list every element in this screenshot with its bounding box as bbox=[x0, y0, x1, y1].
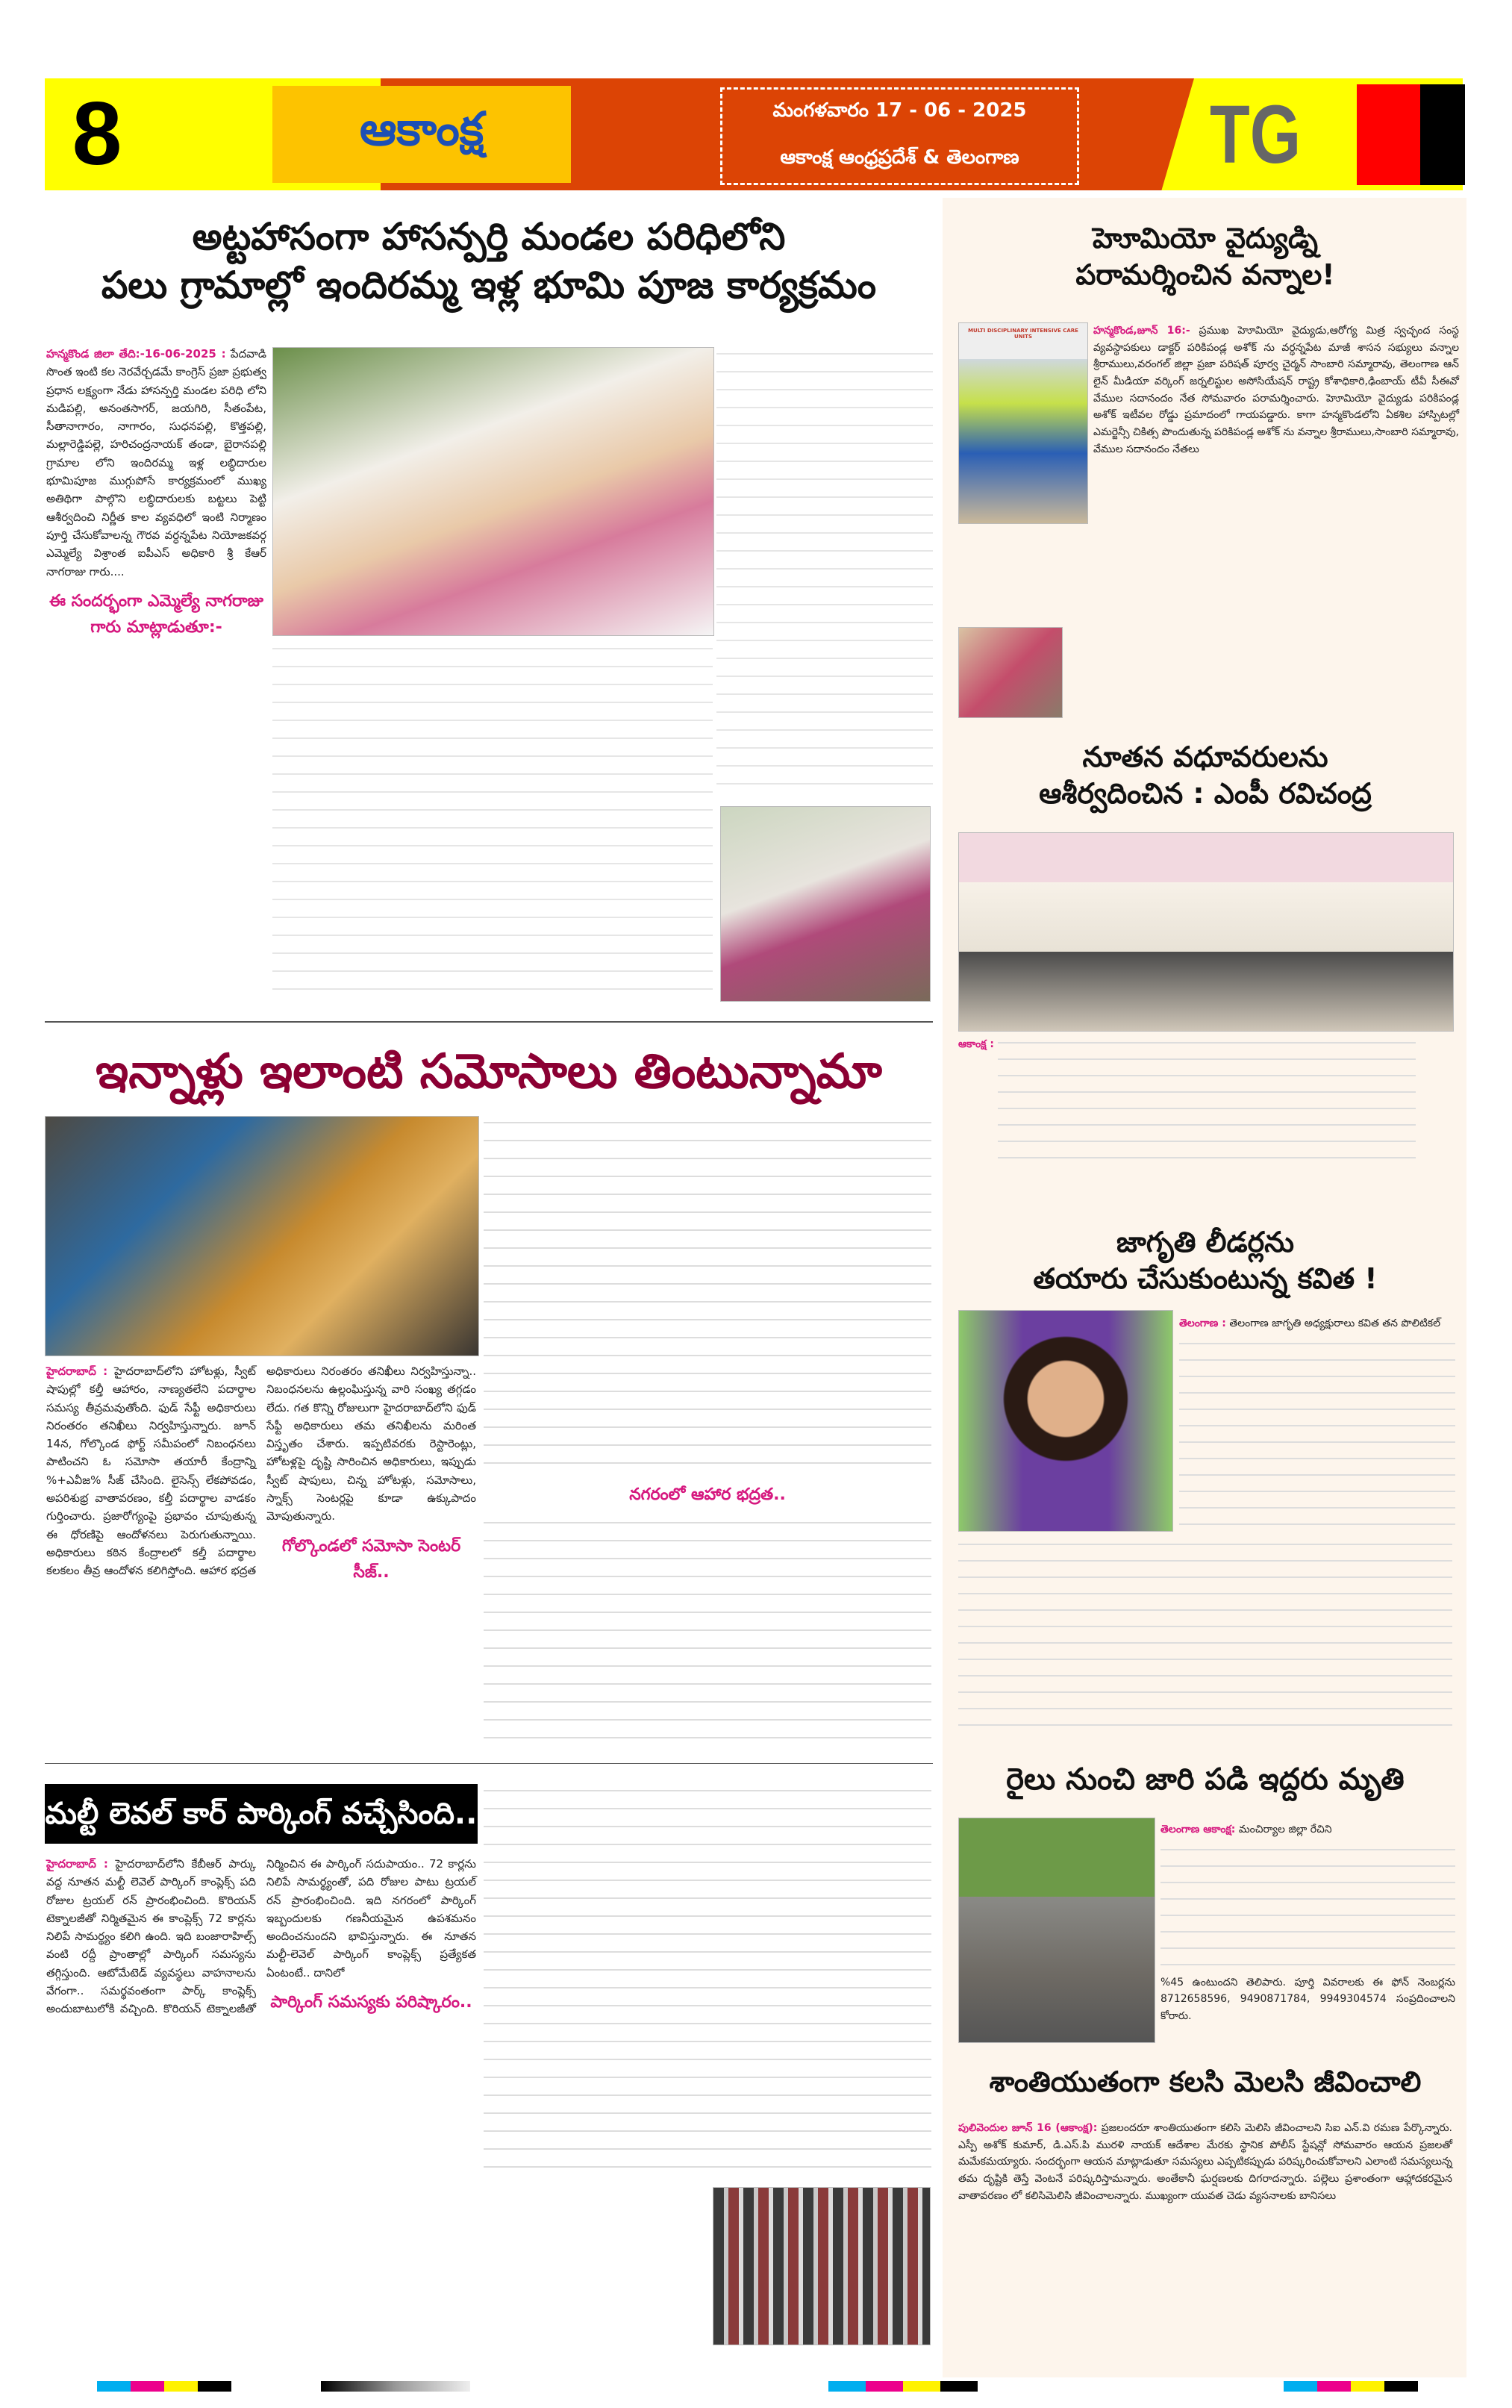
subheading: ఈ సందర్భంగా ఎమ్మెల్యే నాగరాజు గారు మాట్లాడుతూ:- bbox=[49, 591, 263, 637]
headline-line: జాగృతి లీడర్లను bbox=[1116, 1226, 1294, 1258]
flag-black-block bbox=[1420, 84, 1465, 185]
story3-headline: మల్టీ లెవల్ కార్ పార్కింగ్ వచ్చేసింది.. bbox=[45, 1784, 478, 1844]
gray-registration-bar bbox=[321, 2381, 470, 2392]
section-divider bbox=[45, 1021, 933, 1023]
story1-lead bbox=[46, 345, 266, 649]
story4-headline bbox=[952, 220, 1459, 294]
beneficiary-photo bbox=[720, 806, 931, 1002]
story5-text bbox=[958, 1036, 1452, 1167]
dateline: తెలంగాణ : bbox=[1179, 1317, 1226, 1329]
subheading: నగరంలో ఆహార భద్రత.. bbox=[629, 1485, 786, 1504]
story6-text-continued bbox=[958, 1538, 1452, 1739]
headline-line: పరామర్శించిన వన్నాల! bbox=[1075, 258, 1335, 292]
article-text: ప్రజలందరూ శాంతియుతంగా కలిసి మెలిసి జీవించాలని సిఐ ఎన్.వి రమణ పేర్కొన్నారు. ఎస్పీ అశోక్ కుమార్, డి.ఎస్.పి మురళి నాయక్ ఆదేశాల మేరకు స్థానిక పోలీస్ స్టేషన్లో సోమవారం ఆయన ప్రజలతో మమేకమయ్యారు. సందర్భంగా ఆయన మాట్లాడుతూ సమస్యలు ఎప్పటికప్పుడు పరిష్కరించుకోవాలని ఎలాంటి సమస్యలున్న తమ దృష్టికి తెస్తే వెంటనే పరిష్కరిస్తామన్నారు. అంతేకానీ ఘర్షణలకు దిగరాదన్నారు. పల్లెలు ప్రశాంతంగా ఆహ్లాదకరమైన వాతావరణం లో కలిసిమెలిసి జీవించాలన్నారు. ముఖ్యంగా యువత చెడు వ్యసనాలకు బానిసలు bbox=[958, 2122, 1452, 2202]
dateline: హన్మకొండ,జూన్ 16:- bbox=[1093, 325, 1190, 337]
railway-track-photo bbox=[958, 1818, 1155, 2043]
headline-line: ఆశీర్వదించిన : ఎంపీ రవిచంద్ర bbox=[1039, 777, 1372, 811]
story3-text-right bbox=[484, 1784, 931, 2180]
headline-line: పలు గ్రామాల్లో ఇందిరమ్మ ఇళ్ల భూమి పూజ కార్యక్రమం bbox=[101, 263, 877, 307]
article-text: %45 ఉంటుందని తెలిపారు. పూర్తి వివరాలకు ఈ ఫోన్ నెంబర్లను 8712658596, 9490871784, 9949304574 సంప్రదించాలని కోరారు. bbox=[1160, 1976, 1455, 2023]
headline-line: హెూమియో వైద్యుడ్ని bbox=[1093, 222, 1318, 255]
edition-name: ఆకాంక్ష ఆంధ్రప్రదేశ్ & తెలంగాణ bbox=[780, 146, 1019, 169]
visit-photo-2 bbox=[958, 627, 1063, 718]
story1-headline bbox=[45, 213, 933, 310]
story2-text-right bbox=[484, 1116, 931, 1750]
dateline: హన్మకొండ జిలా తేది:-16-06-2025 : bbox=[46, 347, 226, 361]
region-code: TG bbox=[1210, 89, 1302, 181]
article-text: మంచిర్యాల జిల్లా రేచిని bbox=[1238, 1824, 1332, 1835]
bhoomi-puja-photo bbox=[272, 347, 714, 636]
issue-date: మంగళవారం 17 - 06 - 2025 bbox=[772, 99, 1027, 122]
hospital-visit-photo bbox=[958, 322, 1088, 524]
article-text: ప్రముఖ హెూమియో వైద్యుడు,ఆరోగ్య మిత్ర స్వచ్ఛంద సంస్థ వ్యవస్థాపకులు డాక్టర్ పరికిపండ్ల అశోక్ ను వర్ధన్నపేట మాజీ శాసన సభ్యులు వన్నాల శ్రీరాములు,వరంగల్ జిల్లా ప్రజా పరిషత్ పూర్వ చైర్మన్ సాంబారి సమ్మారావు, తెలంగాణ ఆన్ లైన్ మీడియా వర్కింగ్ జర్నలిస్టుల అసోసియేషన్ రాష్ట్ర కోశాధికారి,ఢింబాయ్ టీవీ సీఈవో వేముల సదానందం నేత సోమవారం పరామర్శించారు. హెూమియో వైద్యుడు పరికిపండ్ల అశోక్ ఇటీవల రోడ్డు ప్రమాదంలో గాయపడ్డారు. కాగా హన్మకొండలోని ఏకశిల హాస్పిటల్లో ఎమర్జెన్సీ చికిత్స పొందుతున్న పరికిపండ్ల అశోక్ ను వన్నాల శ్రీరాములు,సాంబారి సమ్మారావు, వేముల సదానందం నేతలు bbox=[1093, 325, 1459, 455]
story4-text bbox=[1093, 322, 1459, 458]
parking-complex-photo bbox=[713, 2187, 931, 2345]
section-divider bbox=[45, 1763, 933, 1764]
subheading: పార్కింగ్ సమస్యకు పరిష్కారం.. bbox=[270, 1993, 472, 2012]
flag-red-block bbox=[1357, 84, 1420, 185]
wedding-group-photo bbox=[958, 832, 1454, 1032]
headline-line: తయారు చేసుకుంటున్న కవిత ! bbox=[1033, 1262, 1378, 1296]
article-text: తెలంగాణ జాగృతి అధ్యక్షురాలు కవిత తన పొలిటికల్ bbox=[1229, 1317, 1441, 1329]
story2-text bbox=[46, 1362, 476, 1750]
story8-headline: శాంతియుతంగా కలసి మెలసి జీవించాలి bbox=[989, 2065, 1422, 2098]
subheading: గోల్కొండలో సమోసా సెంటర్ సీజ్.. bbox=[281, 1536, 461, 1582]
logo-text: ఆకాంక్ష bbox=[359, 102, 484, 156]
color-registration-bar bbox=[97, 2381, 231, 2392]
dateline: హైదరాబాద్ : bbox=[46, 1857, 108, 1871]
story3-text bbox=[46, 1855, 476, 2340]
icu-sign: MULTI DISCIPLINARY INTENSIVE CARE UNITS bbox=[968, 328, 1078, 340]
color-registration-bar bbox=[1284, 2381, 1418, 2392]
newspaper-logo bbox=[272, 86, 571, 183]
article-text: కేంద్రాలలో కల్తీ పదార్థాల కలకలం తీవ్ర ఆందోళన కలిగిస్తోంది. ఆహార భద్రత అధికారులు నిరంతరం తనిఖీలు నిర్వహిస్తున్నా.. నిబంధనలను ఉల్లంఘిస్తున్న వారి సంఖ్య తగ్గడం లేదు. గత కొన్ని రోజులుగా హైదరాబాద్‌లోని ఫుడ్ సేఫ్టీ అధికారులు తమ తనిఖీలను మరింత విస్తృతం చేశారు. ఇప్పటివరకు రెస్టారెంట్లు, హోటళ్లపై దృష్టి సారించిన అధికారులు, ఇప్పుడు స్వీట్ షాపులు, చిన్న హోటళ్లు, సమోసాలు, స్నాక్స్ సెంటర్లపై కూడా ఉక్కుపాదం మోపుతున్నారు. bbox=[46, 1364, 476, 1578]
kavitha-photo bbox=[958, 1310, 1173, 1532]
dateline: తెలంగాణ ఆకాంక్ష: bbox=[1160, 1824, 1236, 1835]
article-text: హైదరాబాద్‌లోని కేబీఆర్ పార్కు వద్ద నూతన మల్టీ లెవెల్ పార్కింగ్ కాంప్లెక్స్ పది రోజుల ట్రయల్ రన్ ప్రారంభించింది. కొరియన్ టెక్నాలజీతో నిర్మితమైన ఈ కాంప్లెక్స్ 72 కార్లను నిలిపే సామర్థ్యం కలిగి ఉంది. ఇది బంజారాహిల్స్ వంటి రద్దీ ప్రాంతాల్లో పార్కింగ్ సమస్యను తగ్గిస్తుంది. ఆటోమేటెడ్ వ్యవస్థలు వాహనాలను వేగంగా.. సమర్థవంతంగా పార్క్ bbox=[46, 1857, 256, 1998]
story8-text bbox=[958, 2120, 1452, 2204]
dateline: ఆకాంక్ష : bbox=[958, 1038, 995, 1050]
story1-text-columns bbox=[272, 642, 713, 1000]
headline-line: అట్టహాసంగా హాసన్పర్తి మండల పరిధిలోని bbox=[192, 215, 786, 258]
page-number: 8 bbox=[72, 84, 122, 184]
headline-line: నూతన వధూవరులను bbox=[1082, 740, 1328, 773]
color-registration-bar bbox=[828, 2381, 978, 2392]
story6-headline bbox=[952, 1224, 1459, 1298]
story1-text-column bbox=[716, 347, 933, 795]
story7-text bbox=[1160, 1821, 1455, 2025]
article-text: హైదరాబాద్‌లోని హోటళ్లు, స్వీట్ షాపుల్లో కల్తీ ఆహారం, నాణ్యతలేని పదార్థాల సమస్య తీవ్రమవుతోంది. ఫుడ్ సేఫ్టీ అధికారులు నిరంతరం తనిఖీలు నిర్వహిస్తున్నారు. జూన్ 14న, గోల్కొండ ఫోర్ట్ సమీపంలో నిబంధనలు పాటించని ఓ సమోసా తయారీ కేంద్రాన్ని %+ఎవీజ% సీజ్ చేసింది. లైసెన్స్ లేకపోవడం, అపరిశుభ్ర వాతావరణం, కల్తీ పదార్థాల వాడకం గుర్తించారు. ప్రజారోగ్యంపై ప్రభావం చూపుతున్న ఈ ధోరణిపై ఆందోళనలు పెరుగుతున్నాయి. అధికారులు కఠిన bbox=[46, 1364, 256, 1559]
article-text: కాంప్లెక్స్ అందుబాటులోకి వచ్చింది. కొరియన్ టెక్నాలజీతో నిర్మించిన ఈ పార్కింగ్ సదుపాయం.. 72 కార్లను నిలిపే సామర్థ్యంతో, పది రోజుల పాటు ట్రయల్ రన్ ప్రారంభించింది. ఇది నగరంలో పార్కింగ్ ఇబ్బందులకు గణనీయమైన ఉపశమనం అందించనుందని భావిస్తున్నారు. ఈ నూతన మల్టీ-లెవెల్ పార్కింగ్ కాంప్లెక్స్ ప్రత్యేకత ఏంటంటే.. దానిలో bbox=[46, 1857, 476, 2016]
date-box bbox=[720, 87, 1079, 185]
story5-headline bbox=[952, 739, 1459, 813]
samosa-photo bbox=[45, 1116, 479, 1356]
article-text: పేదవాడి సొంత ఇంటి కల నెరవేర్చడమే కాంగ్రెస్ ప్రజా ప్రభుత్వ ప్రధాన లక్ష్యంగా నేడు హాసన్పర్తి మండల పరిధి లోని మడిపల్లి, అనంతసాగర్, జయగిరి, సీతంపేట, సీతానాగారం, నాగారం, సుధనపల్లి, కొత్తపల్లి, మల్లారెడ్డిపల్లె, హరిచంద్రనాయక్ తండా, బైరానపల్లి గ్రామాల లోని ఇందిరమ్మ ఇళ్ల లబ్ధిదారుల భూమిపూజ ముగ్గుపోసే కార్యక్రమంలో ముఖ్య అతిథిగా పాల్గొని లబ్ధిదారులకు బట్టలు పెట్టి ఆశీర్వదించి నిర్ణీత కాల వ్యవధిలో ఇంటి నిర్మాణం పూర్తి చేసుకోవాలన్న గౌరవ వర్ధన్నపేట నియోజకవర్గ ఎమ్మెల్యే విశ్రాంత ఐపీఎస్ అధికారి శ్రీ కేఆర్ నాగరాజు గారు.... bbox=[46, 347, 266, 578]
dateline: పులివెందుల జూన్ 16 (ఆకాంక్ష): bbox=[958, 2122, 1098, 2134]
story2-headline: ఇన్నాళ్లు ఇలాంటి సమోసాలు తింటున్నామా bbox=[96, 1044, 882, 1099]
dateline: హైదరాబాద్ : bbox=[46, 1364, 108, 1378]
story7-headline: రైలు నుంచి జారి పడి ఇద్దరు మృతి bbox=[1006, 1762, 1405, 1797]
story6-text bbox=[1179, 1315, 1455, 1538]
